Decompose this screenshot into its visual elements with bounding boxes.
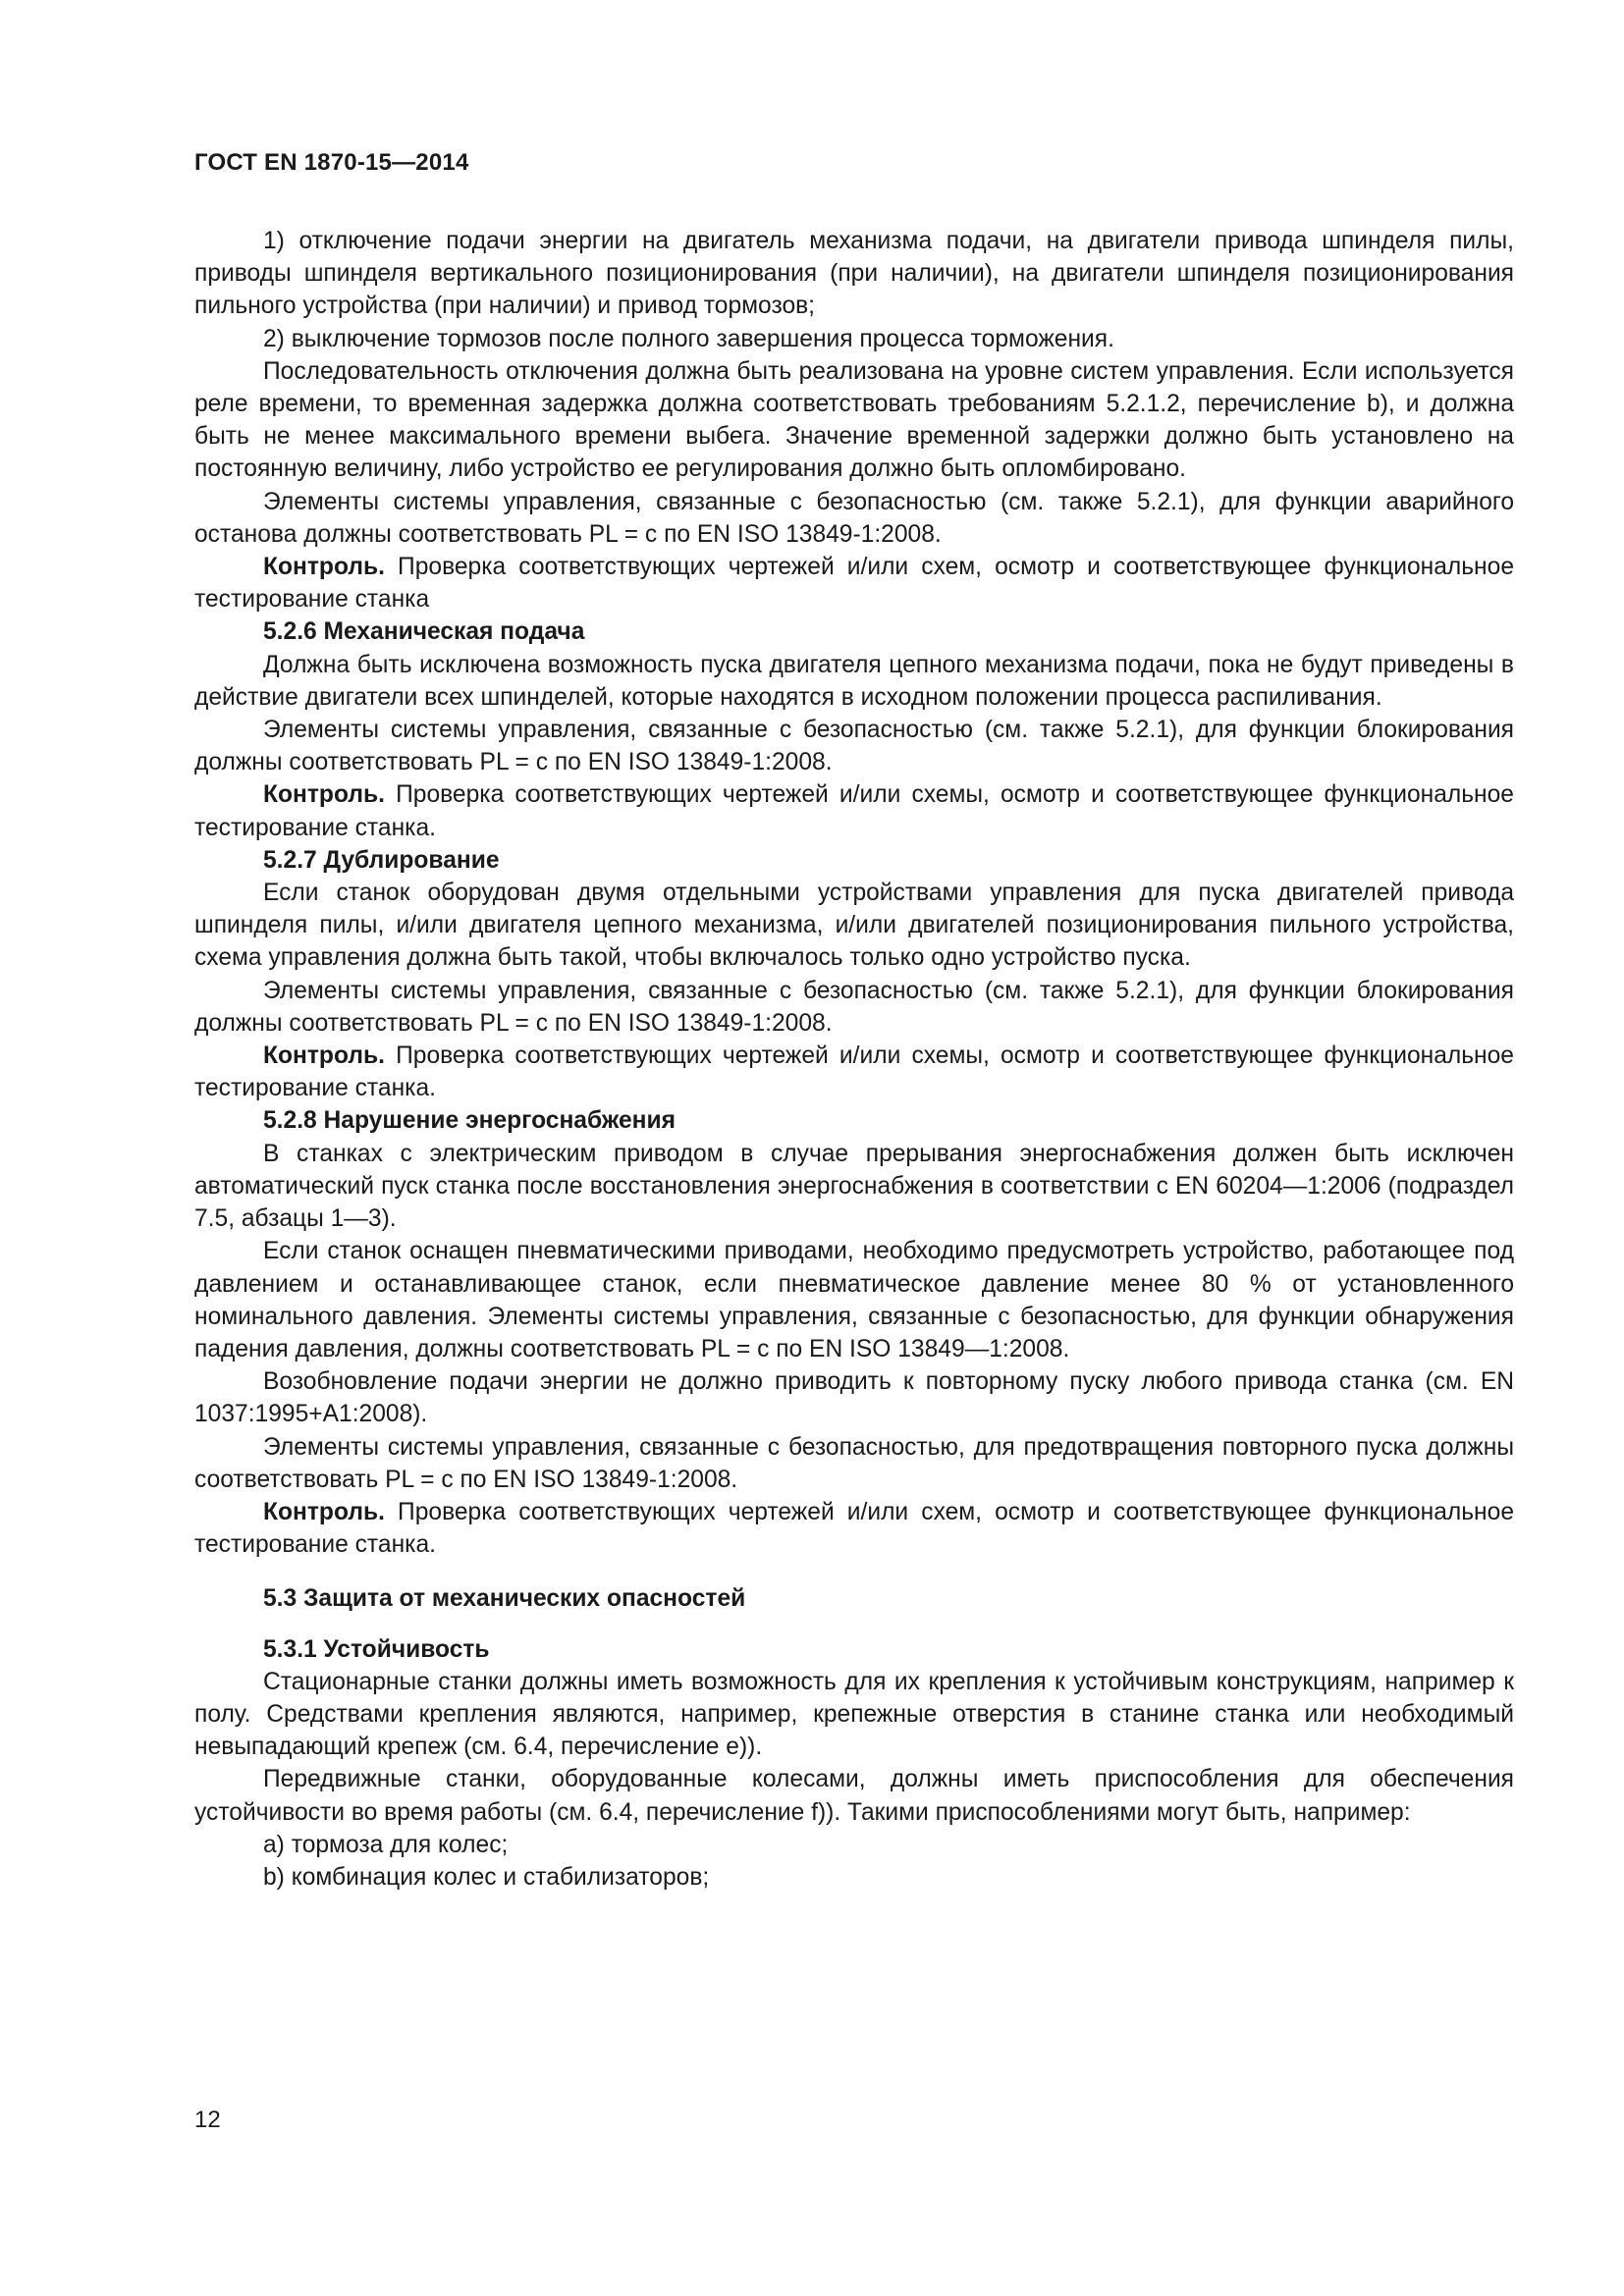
paragraph: Элементы системы управления, связанные с безопасностью (см. также 5.2.1), для функции аварийного останова должны соответствовать PL = с по EN ISO 13849-1:2008. bbox=[194, 488, 1514, 548]
paragraph: Возобновление подачи энергии не должно приводить к повторному пуску любого привода станка (см. EN 1037:1995+A1:2008). bbox=[194, 1368, 1514, 1428]
page-number: 12 bbox=[194, 2107, 221, 2133]
section-heading-5-3-1: 5.3.1 Устойчивость bbox=[263, 1635, 490, 1663]
paragraph: Элементы системы управления, связанные с безопасностью, для предотвращения повторного пуска должны соответствовать PL = с по EN ISO 13849-1:2008. bbox=[194, 1433, 1514, 1493]
control-text: Проверка соответствующих чертежей и/или схемы, осмотр и соответствующее функциональное тестирование станка. bbox=[194, 1042, 1514, 1102]
paragraph: Должна быть исключена возможность пуска двигателя цепного механизма подачи, пока не будут приведены в действие двигатели всех шпинделей, которые находятся в исходном положении процесса распиливания. bbox=[194, 651, 1514, 711]
paragraph: Передвижные станки, оборудованные колесами, должны иметь приспособления для обеспечения устойчивости во время работы (см. 6.4, перечисление f)). Такими приспособлениями могут быть, например: bbox=[194, 1766, 1514, 1826]
document-body bbox=[194, 225, 1514, 1894]
paragraph: Если станок оснащен пневматическими приводами, необходимо предусмотреть устройство, работающее под давлением и останавливающее станок, если пневматическое давление менее 80 % от установленного номинального давления. Элементы системы управления, связанные с безопасностью, для функции обнаружения падения давления, должны соответствовать PL = с по EN ISO 13849—1:2008. bbox=[194, 1238, 1514, 1362]
paragraph: 2) выключение тормозов после полного завершения процесса торможения. bbox=[263, 325, 1114, 352]
paragraph: Элементы системы управления, связанные с безопасностью (см. также 5.2.1), для функции блокирования должны соответствовать PL = с по EN ISO 13849-1:2008. bbox=[194, 717, 1514, 776]
list-item: b) комбинация колес и стабилизаторов; bbox=[263, 1863, 710, 1891]
section-heading-5-2-7: 5.2.7 Дублирование bbox=[263, 846, 500, 874]
paragraph: 1) отключение подачи энергии на двигатель механизма подачи, на двигатели привода шпинделя пилы, приводы шпинделя вертикального позиционирования (при наличии), на двигатели шпинделя позиционирования пильного устройства (при наличии) и привод тормозов; bbox=[194, 228, 1514, 320]
section-heading-5-2-6: 5.2.6 Механическая подача bbox=[263, 618, 585, 646]
control-text: Проверка соответствующих чертежей и/или схемы, осмотр и соответствующее функциональное тестирование станка. bbox=[194, 781, 1514, 841]
paragraph: В станках с электрическим приводом в случае прерывания энергоснабжения должен быть исключен автоматический пуск станка после восстановления энергоснабжения в соответствии с EN 60204—1:2006 (подраздел 7.5, абзацы 1—3). bbox=[194, 1140, 1514, 1233]
paragraph: Если станок оборудован двумя отдельными устройствами управления для пуска двигателей привода шпинделя пилы, и/или двигателя цепного механизма, и/или двигателей позиционирования пильного устройства, схема управления должна быть такой, чтобы включалось только одно устройство пуска. bbox=[194, 880, 1514, 972]
list-item: а) тормоза для колес; bbox=[263, 1831, 509, 1858]
control-label: Контроль. bbox=[263, 554, 385, 581]
control-label: Контроль. bbox=[263, 1498, 385, 1525]
control-paragraph bbox=[194, 551, 1514, 615]
section-heading-5-3: 5.3 Защита от механических опасностей bbox=[263, 1585, 746, 1613]
paragraph: Элементы системы управления, связанные с безопасностью (см. также 5.2.1), для функции блокирования должны соответствовать PL = с по EN ISO 13849-1:2008. bbox=[194, 977, 1514, 1037]
section-heading-5-2-8: 5.2.8 Нарушение энергоснабжения bbox=[263, 1107, 676, 1135]
document-header: ГОСТ EN 1870-15—2014 bbox=[194, 149, 469, 176]
control-label: Контроль. bbox=[263, 1042, 385, 1070]
control-paragraph bbox=[194, 1496, 1514, 1561]
control-text: Проверка соответствующих чертежей и/или схем, осмотр и соответствующее функциональное тестирование станка. bbox=[194, 1498, 1514, 1559]
paragraph: Последовательность отключения должна быть реализована на уровне систем управления. Если используется реле времени, то временная задержка должна соответствовать требованиям 5.2.1.2, перечисление b), и должна быть не менее максимального времени выбега. Значение временной задержки должно быть установлено на постоянную величину, либо устройство ее регулирования должно быть опломбировано. bbox=[194, 357, 1514, 483]
control-paragraph bbox=[194, 778, 1514, 843]
control-label: Контроль. bbox=[263, 781, 385, 809]
control-paragraph bbox=[194, 1040, 1514, 1104]
paragraph: Стационарные станки должны иметь возможность для их крепления к устойчивым конструкциям, например к полу. Средствами крепления являются, например, крепежные отверстия в станине станка или необходимый невыпадающий крепеж (см. 6.4, перечисление е)). bbox=[194, 1668, 1514, 1761]
control-text: Проверка соответствующих чертежей и/или схем, осмотр и соответствующее функциональное тестирование станка bbox=[194, 554, 1514, 614]
